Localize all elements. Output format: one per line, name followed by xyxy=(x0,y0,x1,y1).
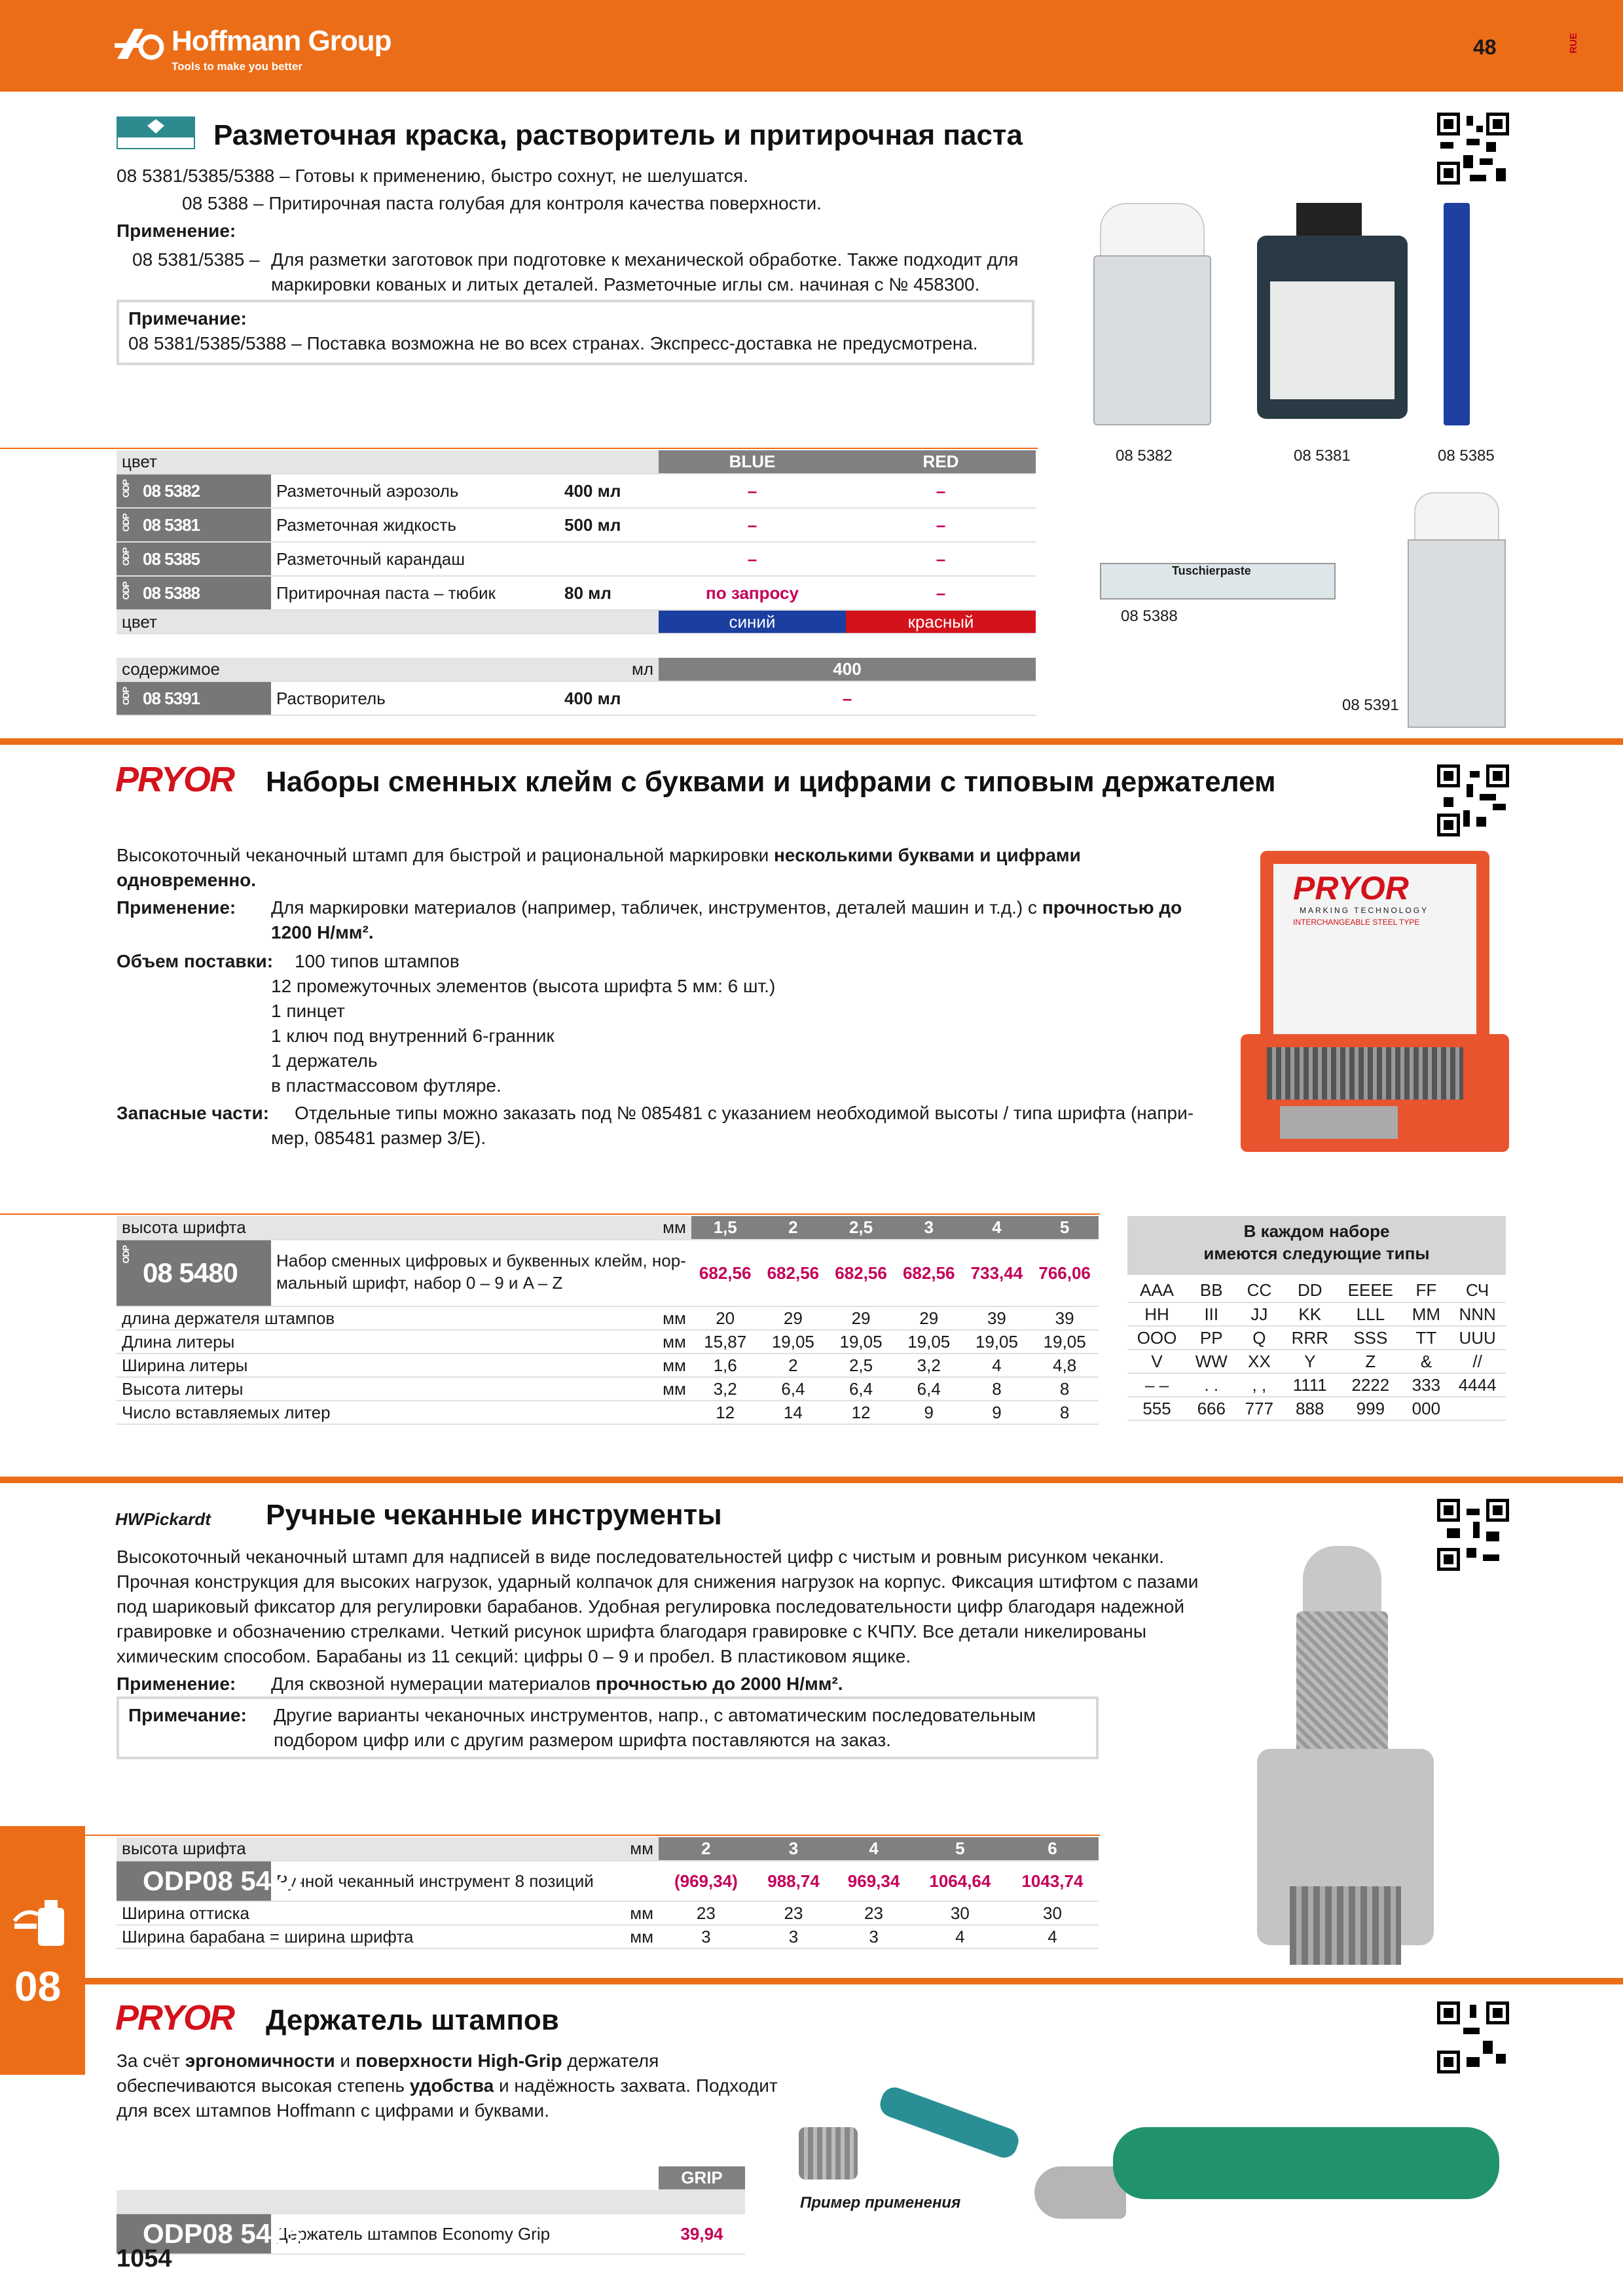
s3-desc: Прочная конструкция для высоких нагрузок, ударный колпачок для снижения нагрузок на корпус. Фиксация штифтом с пазами xyxy=(117,1571,1199,1592)
red-swatch: красный xyxy=(846,610,1036,634)
supply-item: 12 промежуточных элементов (высота шрифта 5 мм: 6 шт.) xyxy=(271,976,776,996)
tube-image: Tuschierpaste xyxy=(1100,550,1336,602)
types-row: V WW XX Y Z & // xyxy=(1127,1350,1506,1373)
solvent-can-image xyxy=(1408,492,1506,728)
s3-table: высота шрифта мм 2 3 4 5 6 ODP 08 5470 Ручной чеканный инструмент 8 позиций (969,34) 988,74 969,34 1064,64 1043,74 Ширина оттиска мм 23 23 23 30 30 Ширина барабана = ширина шрифта мм 3 3 3 4 4 xyxy=(117,1837,1099,1949)
s2-spare-label: Запасные части: xyxy=(117,1103,269,1123)
pickardt-logo: HWPickardt xyxy=(115,1509,211,1529)
marker-image xyxy=(1440,203,1473,432)
note-label: Примечание: xyxy=(128,308,247,329)
spray-can-image xyxy=(1087,203,1224,432)
holder-image xyxy=(1034,2088,1512,2232)
qr-code-icon[interactable] xyxy=(1437,1499,1509,1571)
s3-desc: Высокоточный чеканочный штамп для надписей в виде последовательностей цифр с чистым и ровным рисунком чеканки. xyxy=(117,1547,1165,1567)
table-top-line xyxy=(0,1835,1100,1836)
spec-row: Ширина оттиска мм 23 23 23 30 30 xyxy=(117,1901,1099,1925)
table-row[interactable]: ODP 08 5475 Держатель штампов Economy Grip 39,94 xyxy=(117,2214,745,2254)
spec-row: длина держателя штампов мм 20 29 29 29 39 39 xyxy=(117,1306,1099,1330)
s1-app-text1: Для разметки заготовок при подготовке к механической обработке. Также подходит для xyxy=(271,249,1019,270)
s2-app-text: Для маркировки материалов (например, табличек, инструментов, деталей машин и т.д.) с прочностью до xyxy=(271,897,1182,918)
types-row: 555 666 777 888 999 000 xyxy=(1127,1397,1506,1420)
caption: 08 5381 xyxy=(1294,447,1351,465)
s4-text-line3: для всех штампов Hoffmann с цифрами и буквами. xyxy=(117,2100,549,2121)
s4-text-line2: обеспечиваются высокая степень удобства и надёжность захвата. Подходит xyxy=(117,2075,778,2096)
table-row[interactable]: ODP 08 5480 Набор сменных цифровых и буквенных клейм, нор- мальный шрифт, набор 0 – 9 и A – Z 682,56 682,56 682,56 682,56 733,44 766,06 xyxy=(117,1240,1099,1306)
s1-note-box xyxy=(117,300,1034,365)
caption: 08 5391 xyxy=(1342,696,1399,714)
table-row[interactable]: ODP 08 5382 Разметочный аэрозоль 400 мл – – xyxy=(117,474,1036,508)
holder-example-image xyxy=(799,2062,1021,2186)
spec-row: Число вставляемых литер 12 14 12 9 9 8 xyxy=(117,1401,1099,1424)
hand-stamp-image xyxy=(1250,1546,1447,1991)
s2-intro: Высокоточный чеканочный штамп для быстрой и рациональной маркировки несколькими буквами и цифрами xyxy=(117,845,1081,865)
s2-app-text2: 1200 Н/мм². xyxy=(271,922,374,942)
section-title-stamp-sets: Наборы сменных клейм с буквами и цифрами с типовым держателем xyxy=(266,766,1276,798)
types-row: – – . . , , 1111 2222 333 4444 xyxy=(1127,1373,1506,1397)
caption: 08 5385 xyxy=(1438,447,1495,465)
chapter-tab[interactable] xyxy=(0,1826,85,2075)
brand-name: Hoffmann Group xyxy=(172,25,392,57)
spec-row: Длина литеры мм 15,87 19,05 19,05 19,05 19,05 19,05 xyxy=(117,1330,1099,1354)
section-title-holder: Держатель штампов xyxy=(266,2004,559,2036)
table-row[interactable]: ODP 08 5385 Разметочный карандаш – – xyxy=(117,542,1036,576)
s2-supply-label: Объем поставки: xyxy=(117,951,274,971)
section-divider xyxy=(0,1477,1623,1483)
s3-app-label: Применение: xyxy=(117,1674,236,1694)
caption: 08 5388 xyxy=(1121,607,1178,625)
table-top-line xyxy=(0,1213,1100,1215)
s1-app-label: Применение: xyxy=(117,221,236,241)
s3-desc: гравировке и обозначению стрелками. Четкий рисунок шрифта благодаря гравировке с КЧПУ. Все детали никелированы xyxy=(117,1621,1147,1641)
code: 08 5388 – xyxy=(182,193,264,213)
text: Готовы к применению, быстро сохнут, не шелушатся. xyxy=(295,166,748,186)
hoffmann-logo-icon xyxy=(115,25,166,62)
supply-item: 100 типов штампов xyxy=(295,951,460,971)
diamant-logo xyxy=(117,117,195,149)
chapter-number: 08 xyxy=(14,1963,62,2010)
s1-app-text2: маркировки кованых и литых деталей. Разметочные иглы см. начиная с № 458300. xyxy=(271,274,980,295)
table-row[interactable]: ODP 08 5381 Разметочная жидкость 500 мл – – xyxy=(117,508,1036,542)
brand-tagline: Tools to make you better xyxy=(172,60,302,73)
types-row: HH III JJ KK LLL MM NNN xyxy=(1127,1302,1506,1326)
types-row: OOO PP Q RRR SSS TT UUU xyxy=(1127,1326,1506,1350)
color-label: цвет xyxy=(117,450,659,474)
pryor-logo: PRYOR xyxy=(115,760,234,799)
table-row[interactable]: ODP 08 5470 Ручной чеканный инструмент 8 позиций (969,34) 988,74 969,34 1064,64 1043,74 xyxy=(117,1861,1099,1901)
qr-code-icon[interactable] xyxy=(1437,113,1509,185)
pryor-logo: PRYOR xyxy=(115,1998,234,2037)
example-caption: Пример применения xyxy=(800,2194,961,2212)
blue-swatch: синий xyxy=(659,610,846,634)
caption: 08 5382 xyxy=(1116,447,1173,465)
text: Притирочная паста голубая для контроля качества поверхности. xyxy=(268,193,822,213)
bottle-image xyxy=(1250,203,1414,419)
s1-app-code: 08 5381/5385 – xyxy=(132,249,260,270)
s4-text-line1: За счёт эргономичности и поверхности High-Grip держателя xyxy=(117,2051,659,2071)
s1-line2 xyxy=(182,191,822,216)
qr-code-icon[interactable] xyxy=(1437,2001,1509,2073)
spec-row: Ширина литеры мм 1,6 2 2,5 3,2 4 4,8 xyxy=(117,1354,1099,1377)
language-code: RUE xyxy=(1568,33,1579,54)
s3-desc: химическим способом. Барабаны из 11 секций: цифры 0 – 9 и пробел. В пластиковом ящике. xyxy=(117,1646,911,1666)
supply-item: 1 держатель xyxy=(271,1050,378,1071)
footer-page-number: 1054 xyxy=(117,2245,172,2272)
spray-icon xyxy=(12,1895,72,1947)
diamond-icon xyxy=(146,118,166,135)
s3-app-text: Для сквозной нумерации материалов прочностью до 2000 Н/мм². xyxy=(271,1674,843,1694)
supply-item: 1 пинцет xyxy=(271,1001,345,1021)
note-text: 08 5381/5385/5388 – Поставка возможна не во всех странах. Экспресс-доставка не предусмотрена. xyxy=(128,333,978,353)
s2-app-label: Применение: xyxy=(117,897,236,918)
table-row[interactable]: ODP 08 5388 Притирочная паста – тюбик 80 мл по запросу – xyxy=(117,576,1036,610)
spec-row: Ширина барабана = ширина шрифта мм 3 3 3 4 4 xyxy=(117,1925,1099,1948)
section-divider xyxy=(0,738,1623,745)
page-number: 48 xyxy=(1473,35,1497,59)
s3-desc: под шариковый фиксатор для регулировки барабанов. Удобная регулировка последовательности цифр благодаря надежной xyxy=(117,1596,1184,1617)
table-row[interactable]: ODP 08 5391 Растворитель 400 мл – xyxy=(117,681,1036,715)
spec-row: Высота литеры мм 3,2 6,4 6,4 6,4 8 8 xyxy=(117,1377,1099,1401)
s2-spare-text2: мер, 085481 размер 3/E). xyxy=(271,1128,486,1148)
section-divider xyxy=(0,1978,1623,1984)
s1-line1 xyxy=(117,164,748,188)
col-blue: BLUE xyxy=(659,450,846,474)
code: 08 5381/5385/5388 – xyxy=(117,166,290,186)
section-title-marking-paint: Разметочная краска, растворитель и притирочная паста xyxy=(213,119,1023,151)
types-table: В каждом наборе имеются следующие типы AAA BB CC DD EEEE FF СЧ HH III JJ KK LLL MM NNN OOO PP Q RRR SSS TT UUU V WW XX Y Z & // – – . . , , 1111 2222 333 4444 555 666 777 888 999 000 xyxy=(1127,1216,1506,1421)
s4-table: GRIP ODP 08 5475 Держатель штампов Economy Grip 39,94 xyxy=(117,2166,745,2255)
types-row: AAA BB CC DD EEEE FF СЧ xyxy=(1127,1279,1506,1302)
s3-note-box: Примечание: Другие варианты чеканочных инструментов, напр., с автоматическим последовательным подбором цифр или с другим размером шрифта поставляются на заказ. xyxy=(117,1696,1099,1759)
section-title-hand-stamps: Ручные чеканные инструменты xyxy=(266,1499,722,1531)
table-top-line xyxy=(0,448,1038,449)
s2-spare-text: Отдельные типы можно заказать под № 085481 с указанием необходимой высоты / типа шрифта (напри- xyxy=(295,1103,1194,1123)
col-red: RED xyxy=(846,450,1036,474)
s2-intro-2: одновременно. xyxy=(117,870,257,890)
qr-code-icon[interactable] xyxy=(1437,764,1509,836)
s1-table: цвет BLUE RED ODP 08 5382 Разметочный аэрозоль 400 мл – – ODP 08 5381 Разметочная жидкость 500 мл – – ODP 08 5385 Разметочный карандаш – – ODP 08 5388 Притирочная паста – тюбик 80 мл по запросу – цвет синий красный содержимое мл 400 ODP 08 5391 Растворитель 400 мл – xyxy=(117,450,1036,716)
supply-item: в пластмассовом футляре. xyxy=(271,1075,501,1096)
supply-item: 1 ключ под внутренний 6-гранник xyxy=(271,1026,555,1046)
s2-table: высота шрифта мм 1,5 2 2,5 3 4 5 ODP 08 5480 Набор сменных цифровых и буквенных клейм, нор- мальный шрифт, набор 0 – 9 и A – Z 682,56 682,56 682,56 682,56 733,44 766,06 длина держателя штампов мм 20 29 29 29 39 39 Длина литеры мм 15,87 19,05 19,05 19,05 19,05 19,05 Ширина литеры мм 1,6 2 2,5 3,2 4 4,8 Высота литеры мм 3,2 6,4 6,4 6,4 8 8 Число вставляемых литер 12 14 12 9 9 8 xyxy=(117,1216,1099,1425)
stamp-set-case-image: PRYOR MARKING TECHNOLOGY INTERCHANGEABLE STEEL TYPE xyxy=(1241,851,1509,1152)
